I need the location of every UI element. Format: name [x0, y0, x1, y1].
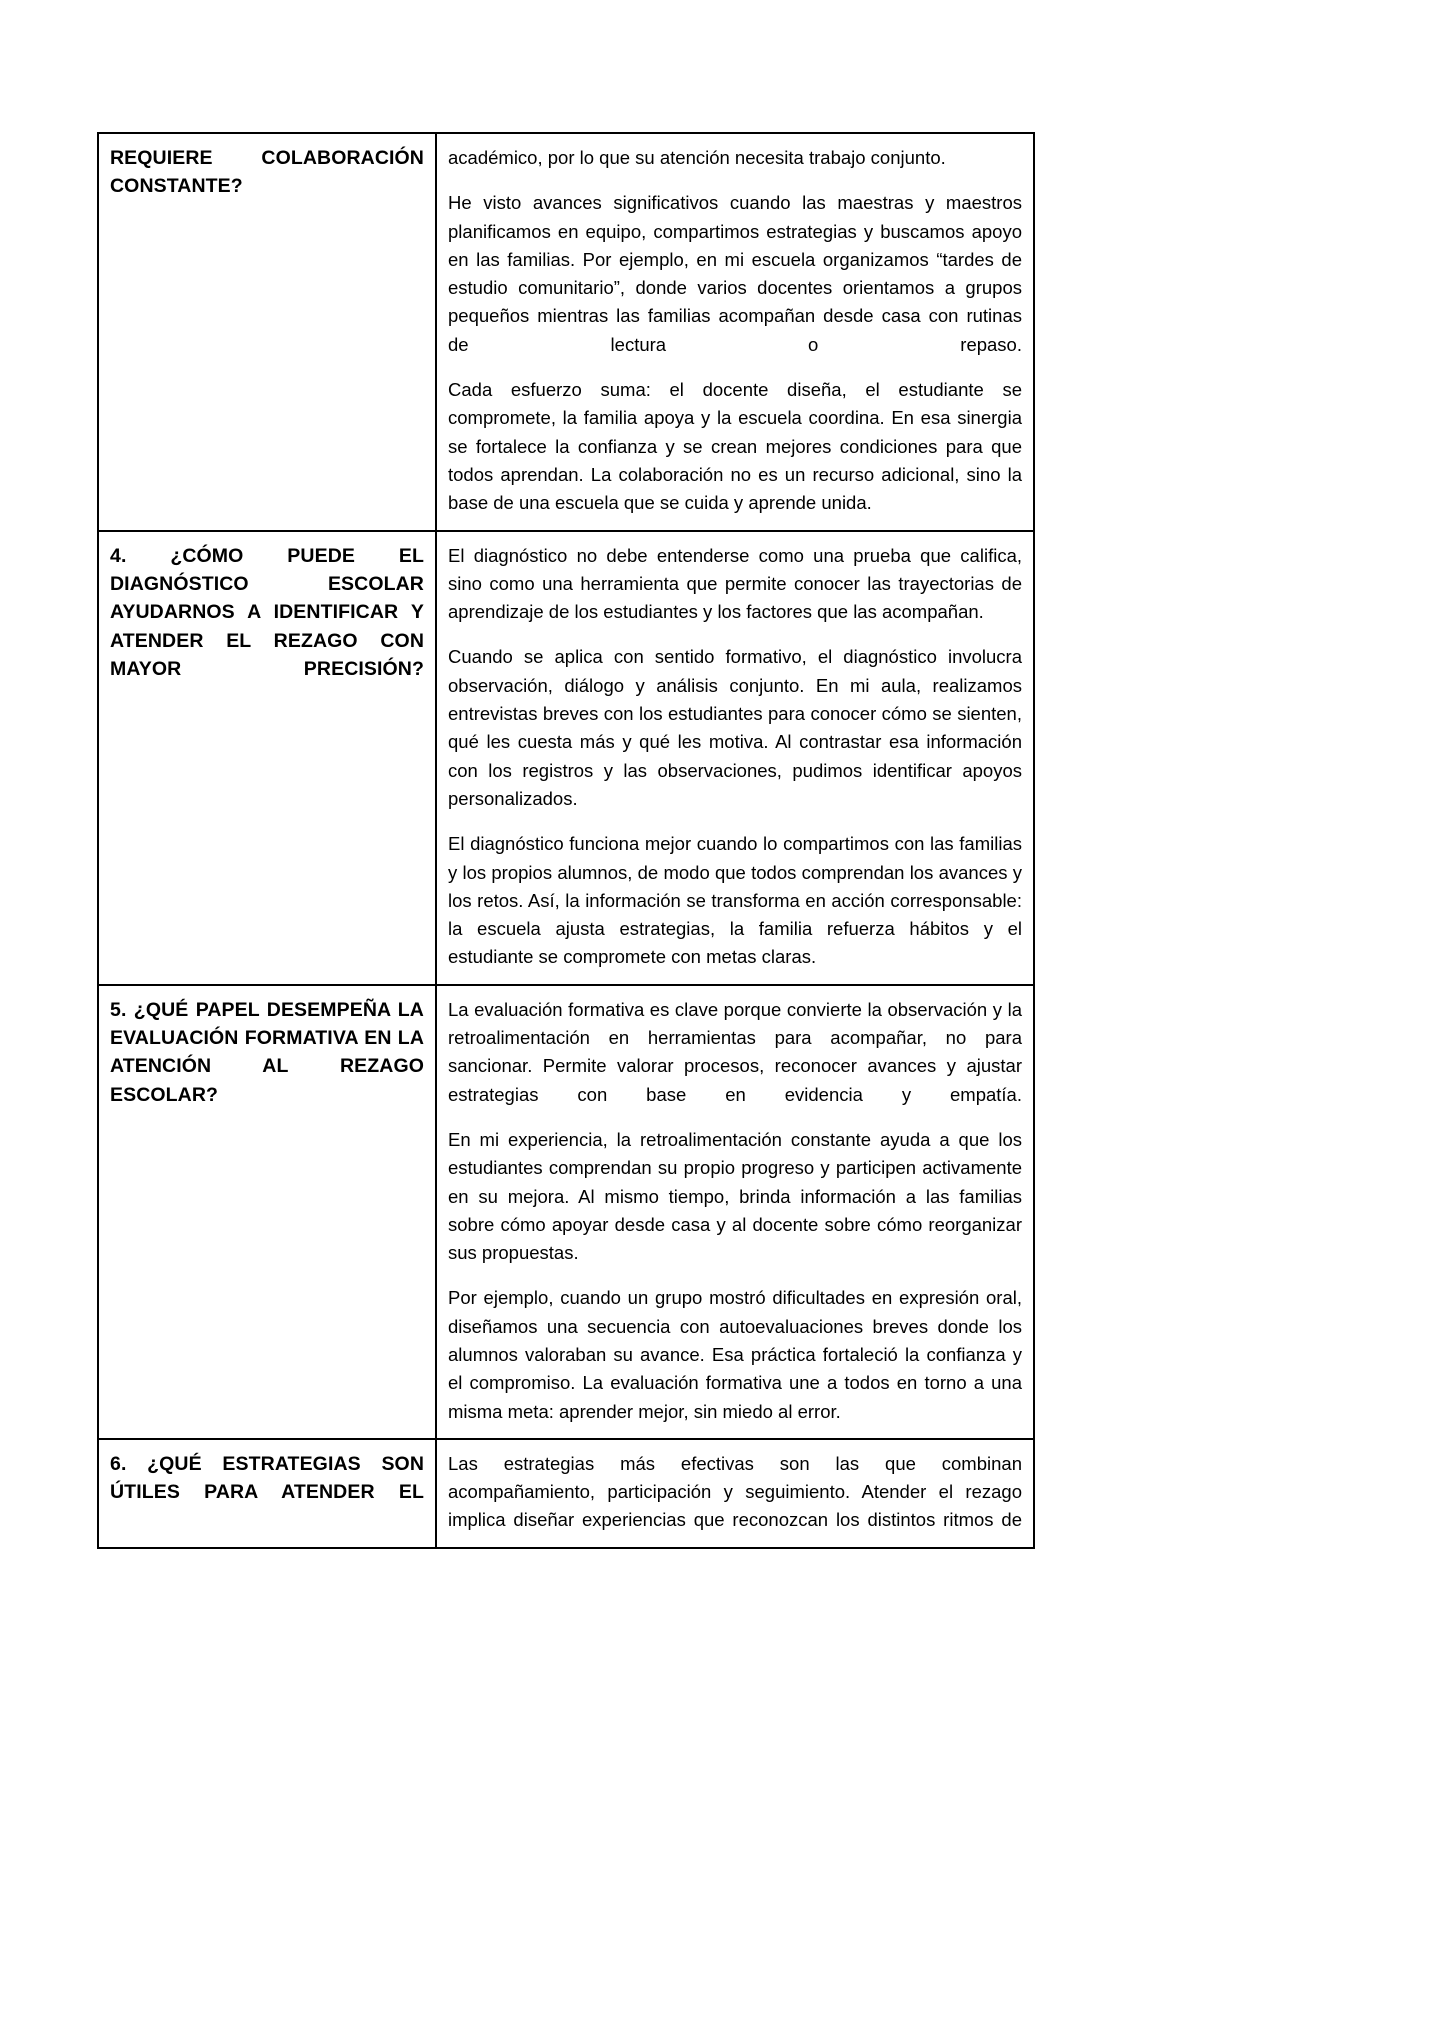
- qa-table-body: [98, 133, 1034, 1548]
- answer-cell: [436, 1439, 1034, 1548]
- question-cell: [98, 133, 436, 531]
- answer-cell: [436, 985, 1034, 1439]
- table-row: [98, 1439, 1034, 1548]
- answer-cell: [436, 133, 1034, 531]
- question-text: 6. ¿QUÉ ESTRATEGIAS SON ÚTILES PARA ATENDER EL: [110, 1452, 424, 1504]
- answer-paragraph: El diagnóstico no debe entenderse como una prueba que califica, sino como una herramienta que permite conocer las trayectorias de aprendizaje de los estudiantes y los factores que las acompañan.: [448, 544, 1022, 623]
- answer-paragraph: académico, por lo que su atención necesita trabajo conjunto.: [448, 147, 946, 168]
- answer-cell: [436, 531, 1034, 985]
- table-row: [98, 985, 1034, 1439]
- answer-paragraph: El diagnóstico funciona mejor cuando lo compartimos con las familias y los propios alumnos, de modo que todos comprendan los avances y los retos. Así, la información se transforma en acción corresponsable: la escuela ajusta estrategias, la familia refuerza hábitos y el estudiante se compromete con metas claras.: [448, 833, 1022, 968]
- question-text: 4. ¿CÓMO PUEDE EL DIAGNÓSTICO ESCOLAR AYUDARNOS A IDENTIFICAR Y ATENDER EL REZAGO CON MAYOR PRECISIÓN?: [110, 544, 424, 680]
- table-row: [98, 133, 1034, 531]
- question-cell: [98, 531, 436, 985]
- question-text: REQUIERE COLABORACIÓN CONSTANTE?: [110, 147, 424, 198]
- qa-table: [97, 132, 1035, 1549]
- answer-paragraph: Por ejemplo, cuando un grupo mostró dificultades en expresión oral, diseñamos una secuencia con autoevaluaciones breves donde los alumnos valoraban su avance. Esa práctica fortaleció la confianza y el compromiso. La evaluación formativa une a todos en torno a una misma meta: aprender mejor, sin miedo al error.: [448, 1287, 1022, 1422]
- answer-paragraph: Las estrategias más efectivas son las que combinan acompañamiento, participación y seguimiento. Atender el rezago implica diseñar experiencias que reconozcan los distintos ritmos de: [448, 1452, 1022, 1531]
- question-cell: [98, 1439, 436, 1548]
- question-text: 5. ¿QUÉ PAPEL DESEMPEÑA LA EVALUACIÓN FORMATIVA EN LA ATENCIÓN AL REZAGO ESCOLAR?: [110, 998, 424, 1106]
- answer-paragraph: Cuando se aplica con sentido formativo, el diagnóstico involucra observación, diálogo y análisis conjunto. En mi aula, realizamos entrevistas breves con los estudiantes para conocer cómo se sienten, qué les cuesta más y qué les motiva. Al contrastar esa información con los registros y las observaciones, pudimos identificar apoyos personalizados.: [448, 646, 1022, 809]
- answer-paragraph: La evaluación formativa es clave porque convierte la observación y la retroalimentación en herramientas para acompañar, no para sancionar. Permite valorar procesos, reconocer avances y ajustar estrategias con base en evidencia y empatía.: [448, 998, 1022, 1105]
- question-cell: [98, 985, 436, 1439]
- table-row: [98, 531, 1034, 985]
- answer-paragraph: He visto avances significativos cuando las maestras y maestros planificamos en equipo, compartimos estrategias y buscamos apoyo en las familias. Por ejemplo, en mi escuela organizamos “tardes de estudio comunitario”, donde varios docentes orientamos a grupos pequeños mientras las familias acompañan desde casa con rutinas de lectura o repaso.: [448, 192, 1022, 355]
- answer-paragraph: En mi experiencia, la retroalimentación constante ayuda a que los estudiantes comprendan su propio progreso y participen activamente en su mejora. Al mismo tiempo, brinda información a las familias sobre cómo apoyar desde casa y al docente sobre cómo reorganizar sus propuestas.: [448, 1128, 1022, 1264]
- answer-paragraph: Cada esfuerzo suma: el docente diseña, el estudiante se compromete, la familia apoya y la escuela coordina. En esa sinergia se fortalece la confianza y se crean mejores condiciones para que todos aprendan. La colaboración no es un recurso adicional, sino la base de una escuela que se cuida y aprende unida.: [448, 379, 1022, 514]
